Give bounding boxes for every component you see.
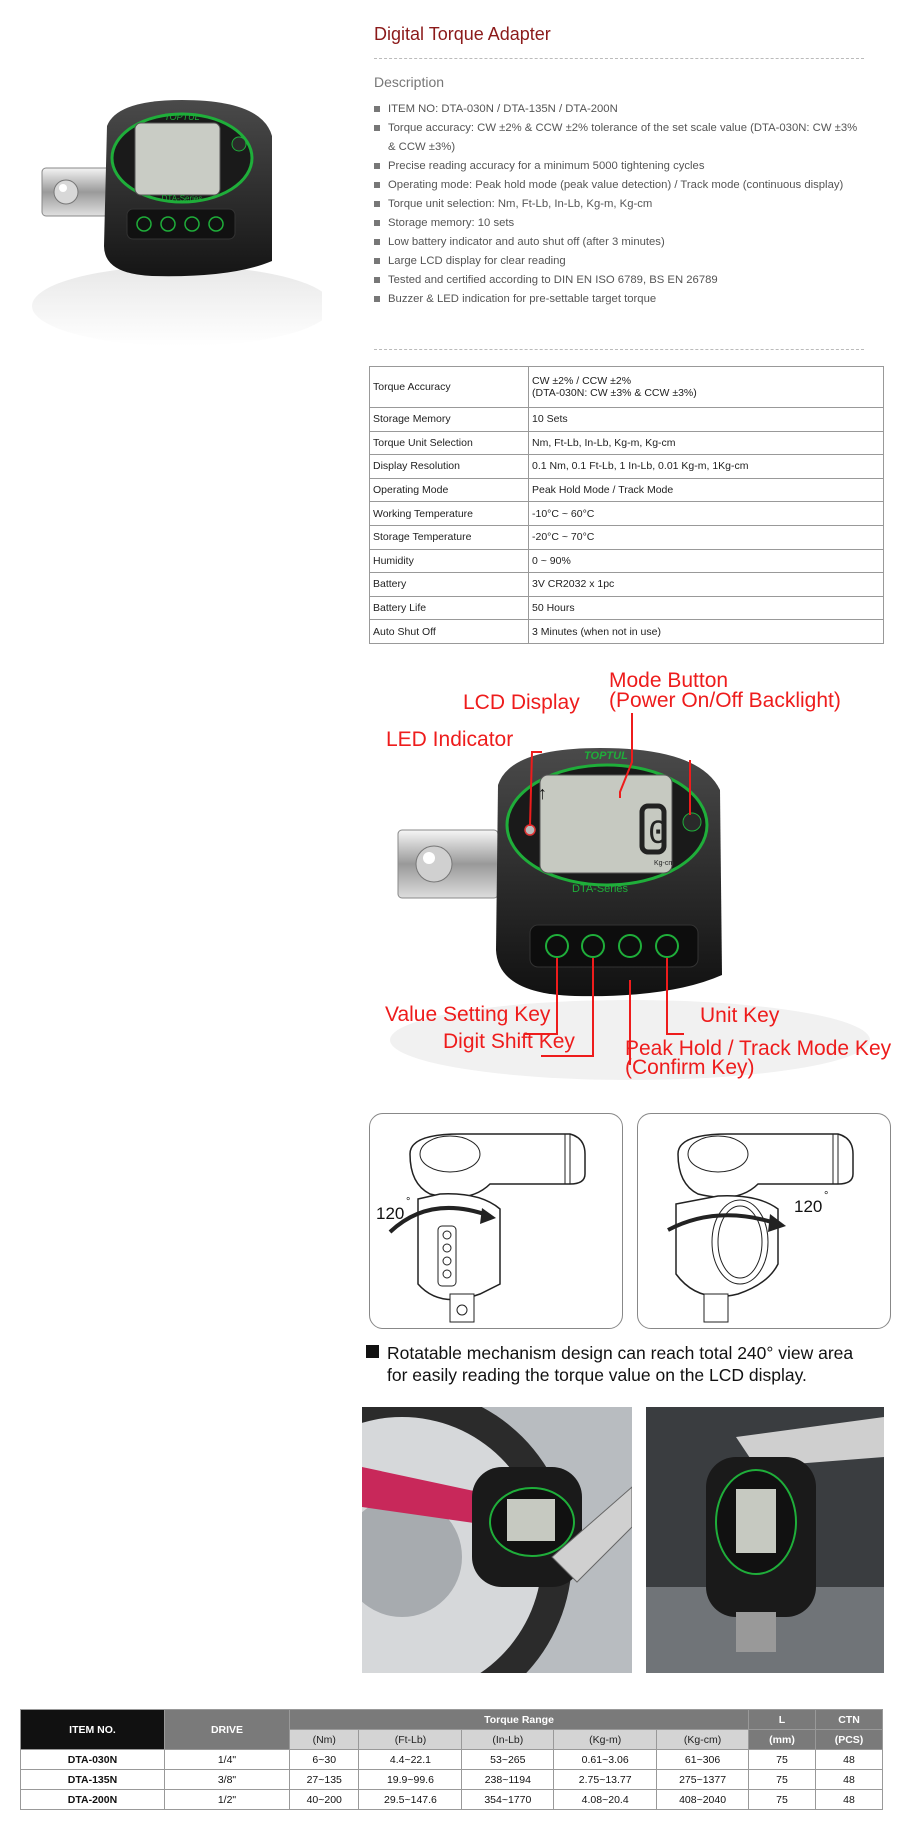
table-cell: 75 — [749, 1770, 816, 1790]
spec-value: 3V CR2032 x 1pc — [529, 573, 884, 597]
description-item: ITEM NO: DTA-030N / DTA-135N / DTA-200N — [374, 100, 864, 119]
table-cell: 53~265 — [462, 1750, 554, 1770]
spec-key: Torque Unit Selection — [370, 431, 529, 455]
subheader-cell: (mm) — [749, 1730, 816, 1750]
table-cell: 408~2040 — [657, 1790, 749, 1810]
table-row — [370, 620, 884, 644]
spec-value: Peak Hold Mode / Track Mode — [529, 478, 884, 502]
table-row — [370, 573, 884, 597]
label-confirm-key: (Confirm Key) — [625, 1056, 755, 1079]
subheader-cell: (Ft-Lb) — [359, 1730, 462, 1750]
table-row — [21, 1770, 883, 1790]
subheader-cell: (PCS) — [816, 1730, 883, 1750]
degree-symbol: ° — [406, 1196, 411, 1208]
spec-value: -20°C ~ 70°C — [529, 525, 884, 549]
spec-value: 0.1 Nm, 0.1 Ft-Lb, 1 In-Lb, 0.01 Kg-m, 1Kg-cm — [529, 455, 884, 479]
table-cell: 4.4~22.1 — [359, 1750, 462, 1770]
usage-photo-wheel — [362, 1407, 632, 1673]
table-row — [370, 455, 884, 479]
table-row — [370, 596, 884, 620]
table-row — [370, 525, 884, 549]
divider — [374, 58, 864, 59]
description-item: Large LCD display for clear reading — [374, 252, 864, 271]
table-cell: 3/8" — [165, 1770, 290, 1790]
header-torque-range: Torque Range — [290, 1710, 749, 1730]
table-cell: 1/2" — [165, 1790, 290, 1810]
label-mode-button: Mode Button — [609, 669, 729, 692]
model-table — [20, 1709, 883, 1810]
table-row — [370, 408, 884, 432]
table-cell: 48 — [816, 1770, 883, 1790]
divider — [374, 349, 864, 350]
wrench-rotation-right-image — [638, 1114, 890, 1328]
product-image — [32, 96, 322, 368]
rotation-text-line1: Rotatable mechanism design can reach total 240° view area — [387, 1343, 854, 1363]
spec-key: Torque Accuracy — [370, 367, 529, 408]
spec-value: 0 ~ 90% — [529, 549, 884, 573]
rotation-text-line2: for easily reading the torque value on the LCD display. — [387, 1365, 807, 1385]
table-cell: 61~306 — [657, 1750, 749, 1770]
page-title: Digital Torque Adapter — [374, 24, 551, 44]
label-digit-shift-key: Digit Shift Key — [443, 1030, 575, 1053]
bullet-square — [366, 1345, 379, 1358]
table-row — [21, 1750, 883, 1770]
spec-key: Auto Shut Off — [370, 620, 529, 644]
rotation-panel-right — [637, 1113, 891, 1329]
label-lcd-display: LCD Display — [463, 691, 580, 714]
usage-photo-engine — [646, 1407, 884, 1673]
label-mode-button-sub: (Power On/Off Backlight) — [609, 689, 841, 712]
header-item-no: ITEM NO. — [21, 1710, 165, 1750]
brand-text: TOPTUL — [164, 112, 200, 122]
rotation-angle-left: 120 — [376, 1204, 405, 1223]
table-cell: 40~200 — [290, 1790, 359, 1810]
degree-symbol: ° — [824, 1190, 829, 1202]
table-cell: 1/4" — [165, 1750, 290, 1770]
table-cell: DTA-030N — [21, 1750, 165, 1770]
description-item: Operating mode: Peak hold mode (peak value detection) / Track mode (continuous display) — [374, 176, 864, 195]
spec-value: 3 Minutes (when not in use) — [529, 620, 884, 644]
description-item: Torque unit selection: Nm, Ft-Lb, In-Lb, Kg-m, Kg-cm — [374, 195, 864, 214]
spec-key: Humidity — [370, 549, 529, 573]
table-cell: 29.5~147.6 — [359, 1790, 462, 1810]
description-item: Low battery indicator and auto shut off (after 3 minutes) — [374, 233, 864, 252]
subheader-cell: (Kg-cm) — [657, 1730, 749, 1750]
table-cell: 19.9~99.6 — [359, 1770, 462, 1790]
subheader-cell: (Kg-m) — [554, 1730, 657, 1750]
annotated-diagram: ↑ 0 Kg-cm TOPTUL DTA-Series Mode Button (Power On/Off Backlight) LCD Display LED Indicator Value Setting Key Digit Shift Key Unit Key Peak Hold / Track Mode Key (Confirm Key) — [370, 680, 884, 1080]
rotation-description — [366, 1342, 886, 1386]
spec-value-line: CW ±2% / CCW ±2% — [532, 375, 632, 387]
table-cell: 275~1377 — [657, 1770, 749, 1790]
spec-key: Battery Life — [370, 596, 529, 620]
table-cell: 354~1770 — [462, 1790, 554, 1810]
wrench-rotation-left-image — [370, 1114, 622, 1328]
header-length: L — [749, 1710, 816, 1730]
table-row — [370, 431, 884, 455]
table-header-row — [21, 1710, 883, 1730]
spec-table — [369, 366, 884, 644]
spec-value-line: (DTA-030N: CW ±3% & CCW ±3%) — [532, 387, 697, 399]
spec-key: Storage Memory — [370, 408, 529, 432]
spec-key: Battery — [370, 573, 529, 597]
spec-key: Display Resolution — [370, 455, 529, 479]
table-cell: 75 — [749, 1790, 816, 1810]
label-led-indicator: LED Indicator — [386, 728, 514, 751]
description-item: Torque accuracy: CW ±2% & CCW ±2% tolerance of the set scale value (DTA-030N: CW ±3% & CCW ±3%) — [374, 119, 864, 157]
table-cell: 48 — [816, 1750, 883, 1770]
table-cell: DTA-200N — [21, 1790, 165, 1810]
spec-key: Storage Temperature — [370, 525, 529, 549]
spec-key: Operating Mode — [370, 478, 529, 502]
description-item: Buzzer & LED indication for pre-settable target torque — [374, 290, 864, 309]
spec-value: -10°C ~ 60°C — [529, 502, 884, 526]
description-item: Tested and certified according to DIN EN ISO 6789, BS EN 26789 — [374, 271, 864, 290]
series-text: DTA-Series — [161, 194, 203, 203]
table-cell: 48 — [816, 1790, 883, 1810]
series-text: DTA-Series — [572, 883, 629, 895]
rotation-angle-right: 120 — [794, 1197, 823, 1216]
description-item: Storage memory: 10 sets — [374, 214, 864, 233]
header-drive: DRIVE — [165, 1710, 290, 1750]
spec-key: Working Temperature — [370, 502, 529, 526]
spec-value: 50 Hours — [529, 596, 884, 620]
brand-text: TOPTUL — [584, 750, 628, 762]
table-row — [370, 478, 884, 502]
description-heading: Description — [374, 74, 445, 90]
lcd-unit: Kg-cm — [654, 860, 675, 867]
subheader-cell: (In-Lb) — [462, 1730, 554, 1750]
table-row — [21, 1790, 883, 1810]
header-ctn: CTN — [816, 1710, 883, 1730]
description-list — [374, 100, 864, 309]
label-value-setting-key: Value Setting Key — [385, 1003, 551, 1026]
table-cell: 6~30 — [290, 1750, 359, 1770]
table-cell: 75 — [749, 1750, 816, 1770]
rotation-panel-left — [369, 1113, 623, 1329]
label-peak-hold-key: Peak Hold / Track Mode Key — [625, 1037, 892, 1060]
spec-value: 10 Sets — [529, 408, 884, 432]
table-cell: DTA-135N — [21, 1770, 165, 1790]
table-cell: 27~135 — [290, 1770, 359, 1790]
table-cell: 238~1194 — [462, 1770, 554, 1790]
table-cell: 2.75~13.77 — [554, 1770, 657, 1790]
spec-value: Nm, Ft-Lb, In-Lb, Kg-m, Kg-cm — [529, 431, 884, 455]
label-unit-key: Unit Key — [700, 1004, 780, 1027]
spec-value — [529, 367, 884, 408]
table-row — [370, 549, 884, 573]
table-cell: 0.61~3.06 — [554, 1750, 657, 1770]
lcd-value: 0 — [648, 816, 669, 854]
table-row — [370, 367, 884, 408]
table-row — [370, 502, 884, 526]
description-item: Precise reading accuracy for a minimum 5000 tightening cycles — [374, 157, 864, 176]
table-cell: 4.08~20.4 — [554, 1790, 657, 1810]
subheader-cell: (Nm) — [290, 1730, 359, 1750]
